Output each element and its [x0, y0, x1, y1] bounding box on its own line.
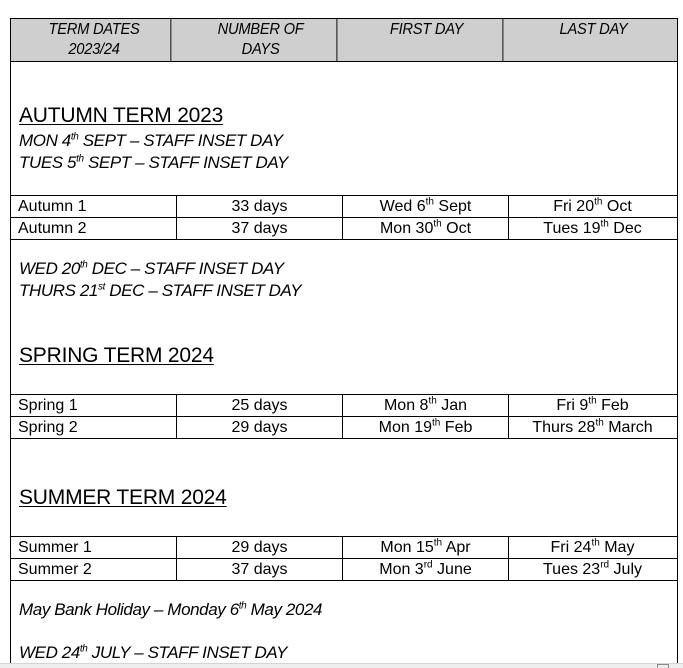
section-title-spring: SPRING TERM 2024: [19, 344, 214, 367]
term-dates-table: [10, 18, 678, 668]
date-sup: th: [591, 537, 600, 549]
bank-holiday-note: [19, 600, 322, 620]
last-day: [509, 218, 676, 239]
date-text: Fri 20: [553, 198, 595, 215]
term-days: 37 days: [177, 218, 343, 239]
table-row: [11, 218, 677, 240]
header-term-dates-line1: TERM DATES: [48, 21, 140, 38]
date-text: Mon 15: [380, 539, 434, 556]
date-text: May: [599, 539, 635, 556]
note-sup: th: [79, 643, 88, 655]
header-number-of-days: [185, 19, 338, 61]
term-name: Autumn 1: [11, 196, 177, 217]
last-day: [509, 196, 676, 217]
date-text: Fri 9: [556, 397, 589, 414]
first-day: [343, 417, 509, 438]
term-name: Spring 1: [11, 395, 177, 416]
last-day: [509, 537, 676, 558]
last-day: [509, 395, 676, 416]
date-text: Sept: [433, 198, 472, 215]
first-day: [343, 537, 509, 558]
term-days: 37 days: [177, 559, 343, 580]
date-text: Wed 6: [379, 198, 426, 215]
date-sup: th: [433, 218, 442, 230]
note-text: DEC – STAFF INSET DAY: [87, 259, 284, 278]
date-sup: th: [425, 196, 434, 208]
date-sup: th: [588, 395, 597, 407]
date-text: Jan: [436, 397, 468, 414]
table-row: [11, 559, 677, 581]
autumn-term-section: [11, 62, 677, 196]
note-sup: th: [238, 600, 247, 612]
table-row: [11, 417, 677, 439]
table-row: [11, 196, 677, 218]
note-text: WED 24: [19, 643, 80, 662]
term-name: Spring 2: [11, 417, 177, 438]
date-text: Dec: [608, 220, 642, 237]
date-text: Tues 19: [543, 220, 601, 237]
note-text: May 2024: [246, 600, 323, 619]
date-text: Mon 8: [383, 397, 429, 414]
date-sup: th: [594, 196, 603, 208]
spring-term-section: [11, 240, 677, 395]
term-days: 33 days: [177, 196, 343, 217]
date-text: Feb: [596, 397, 629, 414]
first-day: [343, 559, 509, 580]
header-term-dates-line2: 2023/24: [68, 41, 120, 58]
closing-notes-section: [11, 581, 677, 668]
header-number-of-days-line1: NUMBER OF: [217, 21, 304, 38]
note-sup: th: [76, 153, 84, 165]
inset-note: [19, 643, 287, 663]
note-text: DEC – STAFF INSET DAY: [104, 281, 302, 300]
date-text: Tues 23: [542, 561, 601, 578]
date-text: March: [603, 419, 653, 436]
date-text: Mon 19: [378, 419, 432, 436]
note-text: May Bank Holiday – Monday 6: [19, 600, 239, 619]
date-sup: th: [600, 218, 609, 230]
term-days: 25 days: [177, 395, 343, 416]
date-text: June: [432, 561, 472, 578]
inset-note: [19, 281, 301, 301]
date-text: July: [609, 561, 643, 578]
note-sup: th: [70, 131, 79, 143]
section-title-summer: SUMMER TERM 2024: [19, 486, 227, 509]
note-text: THURS 21: [19, 281, 98, 300]
term-days: 29 days: [177, 417, 343, 438]
date-text: Mon 3: [379, 561, 424, 578]
table-row: [11, 537, 677, 559]
note-text: SEPT – STAFF INSET DAY: [83, 153, 288, 172]
note-text: TUES 5: [19, 153, 77, 172]
date-text: Oct: [441, 220, 472, 237]
date-sup: th: [595, 417, 604, 429]
last-day: [509, 559, 676, 580]
date-sup: th: [432, 417, 441, 429]
inset-note: [19, 153, 288, 173]
date-text: Apr: [442, 539, 471, 556]
header-term-dates: [18, 19, 172, 61]
note-text: JULY – STAFF INSET DAY: [87, 643, 288, 662]
date-sup: th: [433, 537, 443, 549]
term-name: Summer 2: [11, 559, 177, 580]
date-text: Oct: [602, 198, 632, 215]
date-sup: rd: [600, 559, 610, 571]
section-title-autumn: AUTUMN TERM 2023: [19, 104, 224, 127]
first-day: [343, 196, 509, 217]
summer-term-section: [11, 439, 677, 537]
inset-note: [19, 131, 283, 151]
first-day: [343, 395, 509, 416]
date-sup: th: [428, 395, 437, 407]
page-view-icon[interactable]: [657, 664, 669, 668]
date-text: Mon 30: [379, 220, 434, 237]
header-first-day: FIRST DAY: [351, 19, 504, 61]
term-name: Autumn 2: [11, 218, 177, 239]
header-last-day: LAST DAY: [559, 21, 628, 38]
viewer-status-bar: [0, 663, 683, 668]
note-text: WED 20: [19, 259, 80, 278]
date-text: Feb: [440, 419, 473, 436]
header-number-of-days-line2: DAYS: [241, 41, 280, 58]
date-sup: rd: [423, 559, 433, 571]
date-text: Thurs 28: [532, 419, 596, 436]
note-sup: st: [98, 281, 105, 293]
first-day: [343, 218, 509, 239]
note-text: SEPT – STAFF INSET DAY: [78, 131, 283, 150]
table-row: [11, 395, 677, 417]
last-day: [509, 417, 676, 438]
term-days: 29 days: [177, 537, 343, 558]
inset-note: [19, 259, 284, 279]
note-sup: th: [79, 259, 88, 271]
table-header: [11, 19, 677, 62]
date-text: Fri 24: [550, 539, 592, 556]
term-name: Summer 1: [11, 537, 177, 558]
note-text: MON 4: [19, 131, 71, 150]
